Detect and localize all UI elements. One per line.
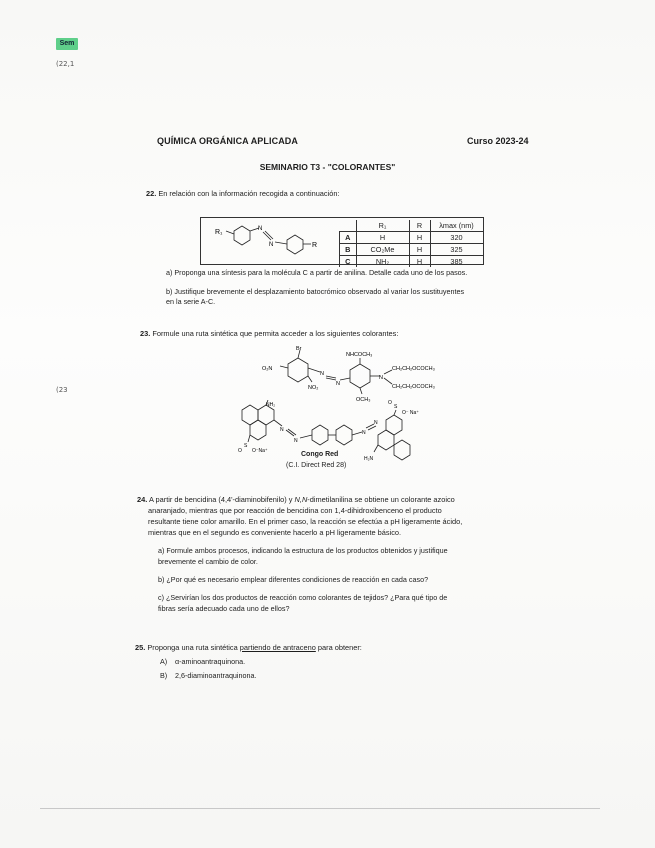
q24-line1c: -dimetilanilina se obtiene un colorante azoico — [307, 495, 455, 504]
congo-red-ci: (C.I. Direct Red 28) — [286, 462, 347, 469]
dye1-n2-label: N — [336, 381, 340, 387]
congo-red-structure — [236, 400, 446, 470]
q24-part-a-line2: brevemente el cambio de color. — [158, 557, 258, 566]
table-row — [340, 256, 483, 268]
q25-option-a-label: A) — [160, 657, 168, 666]
row-lmax: 385 — [430, 256, 483, 268]
page-title: SEMINARIO T3 - "COLORANTES" — [259, 162, 396, 172]
naphthalene-left-ring-b — [258, 405, 274, 425]
dye1-och3-label: OCH₃ — [356, 397, 371, 403]
row-label: B — [340, 244, 357, 256]
congo-nh2-top-label: NH₂ — [266, 402, 276, 408]
dye1-o2n-label: O₂N — [262, 366, 273, 372]
row-r1: H — [356, 232, 409, 244]
congo-o-left-label: O — [238, 448, 242, 454]
congo-n3-label: N — [362, 430, 366, 436]
course-year: Curso 2023-24 — [467, 136, 529, 146]
q25-number: 25. — [135, 643, 146, 652]
q25-option-a — [160, 657, 245, 667]
dye1-n1-label: N — [320, 371, 324, 377]
biphenyl-ring-2 — [336, 425, 352, 445]
table-header-cell: R₁ — [356, 220, 409, 232]
congo-nh2-bottom-label: H₂N — [364, 456, 374, 462]
q23-statement — [140, 329, 398, 339]
q25-text3: para obtener: — [315, 643, 362, 652]
dye1-nhcoch3-label: NHCOCH₃ — [346, 352, 373, 358]
dye1-ch2b-label: CH₂CH₂OCOCH₃ — [392, 384, 435, 390]
dye1-ring-left — [288, 358, 308, 382]
q24-line3: resultante tiene color amarillo. En el primer caso, la reacción se efectúa a pH ligeramente ácido, — [148, 517, 463, 526]
row-r: H — [409, 256, 430, 268]
q24-part-b: b) ¿Por qué es necesario emplear diferentes condiciones de reacción en cada caso? — [158, 575, 429, 584]
dye1-br-label: Br — [296, 346, 302, 352]
q22-part-a: a) Proponga una síntesis para la molécula C a partir de anilina. Detalle cada uno de los pasos. — [166, 268, 468, 277]
q22-table — [339, 220, 483, 267]
dye1-ch2a-label: CH₂CH₂OCOCH₃ — [392, 366, 435, 372]
course-name: QUÍMICA ORGÁNICA APLICADA — [157, 136, 298, 146]
margin-note-23: (23 — [56, 386, 68, 394]
biphenyl-ring-1 — [312, 425, 328, 445]
dye1-ring-right — [350, 364, 370, 388]
congo-so3-right-label: O⁻ Na⁺ — [402, 410, 419, 416]
row-lmax: 320 — [430, 232, 483, 244]
q24-line1b: N,N — [294, 495, 308, 504]
benzene-ring-right — [287, 235, 303, 254]
table-row — [340, 232, 483, 244]
congo-s-left-label: S — [244, 443, 248, 449]
row-r: H — [409, 232, 430, 244]
q24-line4: mientras que en el segundo es conveniente hacerlo a pH ligeramente básico. — [148, 528, 402, 537]
q25-option-b-label: B) — [160, 671, 168, 680]
q25-text1: Proponga una ruta sintética — [147, 643, 240, 652]
q24-part-c-line1: c) ¿Servirían los dos productos de reacción como colorantes de tejidos? ¿Para qué tipo de — [158, 593, 448, 602]
benzene-ring-left — [234, 226, 250, 245]
structure-n2-label: N — [269, 242, 274, 248]
structure-r-label: R — [312, 242, 318, 249]
margin-tag: Sem — [56, 38, 78, 50]
q25-statement — [135, 643, 362, 653]
q23-number: 23. — [140, 329, 151, 338]
structure-r1-label: R₁ — [215, 229, 223, 236]
table-header-cell: λmax (nm) — [430, 220, 483, 232]
row-lmax: 325 — [430, 244, 483, 256]
structure-n1-label: N — [258, 226, 263, 232]
q25-option-b — [160, 671, 257, 681]
row-r1: NH₂ — [356, 256, 409, 268]
q22-part-b-line1: b) Justifique brevemente el desplazamiento batocrómico observado al variar los sustituyentes — [166, 287, 465, 296]
congo-n4-label: N — [374, 420, 378, 426]
row-label: C — [340, 256, 357, 268]
congo-red-name: Congo Red — [301, 451, 339, 458]
q25-option-b-text: 2,6-diaminoantraquinona. — [175, 671, 257, 680]
q24-part-a-line1: a) Formule ambos procesos, indicando la estructura de los productos obtenidos y justifique — [158, 546, 448, 555]
congo-s-right-label: S — [394, 404, 398, 410]
q24-line2: anaranjado, mientras que por reacción de bencidina con 1,4-dihidroxibenceno el producto — [148, 506, 442, 515]
q24-number: 24. — [137, 495, 148, 504]
q23-text: Formule una ruta sintética que permita acceder a los siguientes colorantes: — [152, 329, 399, 338]
q24-line1a: A partir de bencidina (4,4'-diaminobifenilo) y — [148, 495, 295, 504]
table-row — [340, 244, 483, 256]
q22-table-header — [340, 220, 483, 232]
naphthalene-right-ring-a — [386, 415, 402, 435]
q22-part-b-line2: en la serie A-C. — [166, 297, 216, 306]
congo-n2-label: N — [294, 438, 298, 444]
q22-text: En relación con la información recogida a continuación: — [158, 189, 340, 198]
naphthalene-left-ring-c — [250, 420, 266, 440]
row-r: H — [409, 244, 430, 256]
dye1-no2-label: NO₂ — [308, 385, 319, 391]
margin-note-22: (22,1 — [56, 60, 75, 68]
q22-statement — [146, 189, 340, 199]
naphthalene-right-ring-c — [394, 440, 410, 460]
congo-o-right-label: O — [388, 400, 392, 406]
q25-text2: partiendo de antraceno — [239, 643, 316, 652]
table-header-cell: R — [409, 220, 430, 232]
row-label: A — [340, 232, 357, 244]
q22-figure-box — [200, 217, 484, 265]
congo-so3-left-label: O⁻Na⁺ — [252, 448, 268, 454]
q25-option-a-text: α-aminoantraquinona. — [175, 657, 246, 666]
table-header-cell — [340, 220, 357, 232]
naphthalene-right-ring-b — [378, 430, 394, 450]
row-r1: CO₂Me — [356, 244, 409, 256]
disperse-dye-structure — [250, 344, 510, 404]
page-bottom-rule — [40, 808, 600, 809]
naphthalene-left-ring-a — [242, 405, 258, 425]
q24-part-c-line2: fibras sería adecuado cada uno de ellos? — [158, 604, 290, 613]
q22-number: 22. — [146, 189, 157, 198]
q24-line1 — [137, 495, 455, 505]
dye1-n3-label: N — [379, 375, 383, 381]
congo-n1-label: N — [280, 427, 284, 433]
